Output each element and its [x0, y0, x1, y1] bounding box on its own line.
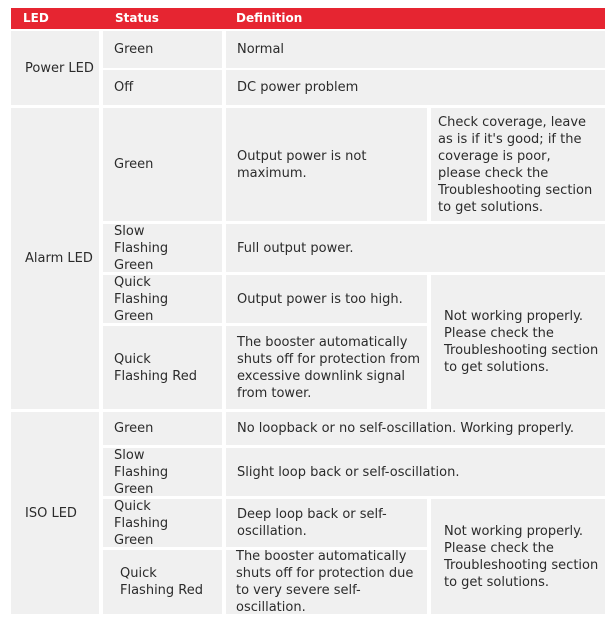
status-cell: Slow Flashing Green [103, 448, 222, 496]
definition-cell: Slight loop back or self-oscillation. [226, 448, 605, 496]
definition-cell: Output power is too high. [226, 275, 427, 323]
definition-cell: DC power problem [226, 70, 605, 105]
led-status-table [11, 8, 605, 614]
status-cell: Off [103, 70, 222, 105]
definition-cell: Deep loop back or self-oscillation. [226, 499, 427, 547]
status-cell: Slow Flashing Green [103, 224, 222, 272]
definition-cell: No loopback or no self-oscillation. Working properly. [226, 412, 605, 445]
status-cell: Quick Flashing Red [103, 326, 222, 409]
definition-cell: Output power is not maximum. [226, 108, 427, 221]
status-cell: Quick Flashing Red [103, 550, 222, 614]
status-cell: Quick Flashing Green [103, 499, 222, 547]
header-definition: Definition [236, 11, 303, 25]
note-cell: Check coverage, leave as is if it's good; if the coverage is poor, please check the Troubleshooting section to get solutions. [431, 108, 605, 221]
table-header [11, 8, 605, 29]
definition-cell: Normal [226, 31, 605, 68]
status-cell: Green [103, 108, 222, 221]
led-cell: Power LED [11, 31, 99, 105]
definition-cell: Full output power. [226, 224, 605, 272]
led-cell: ISO LED [11, 412, 99, 614]
header-led: LED [23, 11, 49, 25]
led-cell: Alarm LED [11, 108, 99, 409]
header-status: Status [115, 11, 159, 25]
status-cell: Green [103, 412, 222, 445]
note-cell: Not working properly. Please check the Troubleshooting section to get solutions. [431, 499, 605, 614]
status-cell: Green [103, 31, 222, 68]
status-cell: Quick Flashing Green [103, 275, 222, 323]
definition-cell: The booster automatically shuts off for protection from excessive downlink signal from tower. [226, 326, 427, 409]
note-cell: Not working properly. Please check the Troubleshooting section to get solutions. [431, 275, 605, 409]
definition-cell: The booster automatically shuts off for protection due to very severe self-oscillation. [226, 550, 427, 614]
